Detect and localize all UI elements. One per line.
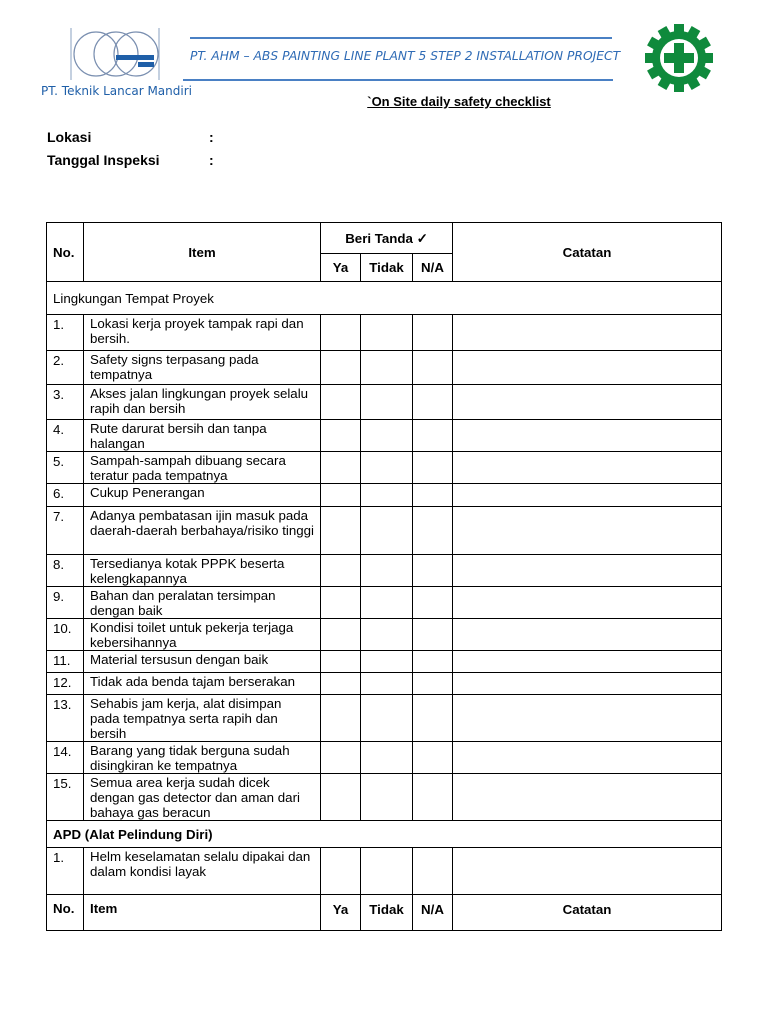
- checkbox-yes[interactable]: [321, 420, 361, 452]
- footer-header-notes: Catatan: [453, 895, 722, 931]
- footer-header-item: Item: [84, 895, 321, 931]
- checkbox-tidak[interactable]: [361, 507, 413, 555]
- row-number: 12.: [47, 673, 84, 695]
- checkbox-tidak[interactable]: [361, 420, 413, 452]
- notes-cell[interactable]: [453, 385, 722, 420]
- footer-header-row: [47, 895, 722, 931]
- header-notes: Catatan: [453, 223, 722, 282]
- checkbox-na[interactable]: [413, 555, 453, 587]
- checkbox-na[interactable]: [413, 385, 453, 420]
- notes-cell[interactable]: [453, 351, 722, 385]
- notes-cell[interactable]: [453, 742, 722, 774]
- table-row: [47, 484, 722, 507]
- row-number: 3.: [47, 385, 84, 420]
- checkbox-tidak[interactable]: [361, 555, 413, 587]
- row-number: 8.: [47, 555, 84, 587]
- section-title-ppe: APD (Alat Pelindung Diri): [47, 821, 722, 848]
- table-row: [47, 315, 722, 351]
- checkbox-tidak[interactable]: [361, 351, 413, 385]
- table-row: [47, 848, 722, 895]
- row-item: Material tersusun dengan baik: [84, 651, 321, 673]
- checkbox-yes[interactable]: [321, 742, 361, 774]
- row-item: Helm keselamatan selalu dipakai dan dalam kondisi layak: [84, 848, 321, 895]
- notes-cell[interactable]: [453, 774, 722, 821]
- safety-gear-logo-icon: [638, 24, 718, 92]
- row-number: 9.: [47, 587, 84, 619]
- row-item: Lokasi kerja proyek tampak rapi dan bersih.: [84, 315, 321, 351]
- checkbox-na[interactable]: [413, 651, 453, 673]
- table-row: [47, 507, 722, 555]
- checkbox-tidak[interactable]: [361, 695, 413, 742]
- checkbox-na[interactable]: [413, 742, 453, 774]
- table-row: [47, 587, 722, 619]
- notes-cell[interactable]: [453, 420, 722, 452]
- row-item: Akses jalan lingkungan proyek selalu rapih dan bersih: [84, 385, 321, 420]
- checkbox-na[interactable]: [413, 452, 453, 484]
- row-item: Sehabis jam kerja, alat disimpan pada tempatnya serta rapih dan bersih: [84, 695, 321, 742]
- row-item: Adanya pembatasan ijin masuk pada daerah-daerah berbahaya/risiko tinggi: [84, 507, 321, 555]
- table-row: [47, 420, 722, 452]
- row-item: Bahan dan peralatan tersimpan dengan baik: [84, 587, 321, 619]
- row-item: Sampah-sampah dibuang secara teratur pada tempatnya: [84, 452, 321, 484]
- row-number: 4.: [47, 420, 84, 452]
- footer-header-na: N/A: [413, 895, 453, 931]
- row-number: 15.: [47, 774, 84, 821]
- header-mark: Beri Tanda ✓: [321, 223, 453, 254]
- notes-cell[interactable]: [453, 507, 722, 555]
- checkbox-na[interactable]: [413, 315, 453, 351]
- checkbox-yes[interactable]: [321, 507, 361, 555]
- row-number: 7.: [47, 507, 84, 555]
- project-title: PT. AHM – ABS PAINTING LINE PLANT 5 STEP 2 INSTALLATION PROJECT: [190, 49, 621, 63]
- checkbox-na[interactable]: [413, 673, 453, 695]
- footer-header-yes: Ya: [321, 895, 361, 931]
- header-rule-bottom: [183, 79, 613, 81]
- row-item: Kondisi toilet untuk pekerja terjaga kebersihannya: [84, 619, 321, 651]
- checkbox-yes[interactable]: [321, 695, 361, 742]
- location-colon: :: [209, 129, 214, 145]
- table-row: [47, 555, 722, 587]
- row-item: Barang yang tidak berguna sudah disingkiran ke tempatnya: [84, 742, 321, 774]
- date-colon: :: [209, 152, 214, 168]
- checkbox-na[interactable]: [413, 619, 453, 651]
- checkbox-yes[interactable]: [321, 555, 361, 587]
- footer-header-no: No.: [47, 895, 84, 931]
- notes-cell[interactable]: [453, 848, 722, 895]
- checkbox-na[interactable]: [413, 351, 453, 385]
- checkbox-tidak[interactable]: [361, 484, 413, 507]
- row-item: Tersedianya kotak PPPK beserta kelengkapannya: [84, 555, 321, 587]
- row-item: Semua area kerja sudah dicek dengan gas detector dan aman dari bahaya gas beracun: [84, 774, 321, 821]
- section-title-environment: Lingkungan Tempat Proyek: [47, 282, 722, 315]
- notes-cell[interactable]: [453, 619, 722, 651]
- notes-cell[interactable]: [453, 484, 722, 507]
- checkbox-na[interactable]: [413, 695, 453, 742]
- notes-cell[interactable]: [453, 695, 722, 742]
- company-logo: [68, 26, 163, 82]
- row-number: 11.: [47, 651, 84, 673]
- date-label: Tanggal Inspeksi: [47, 152, 160, 168]
- checkbox-na[interactable]: [413, 484, 453, 507]
- table-row: [47, 619, 722, 651]
- row-number: 6.: [47, 484, 84, 507]
- checkbox-yes[interactable]: [321, 315, 361, 351]
- checkbox-na[interactable]: [413, 774, 453, 821]
- checklist-table: [46, 222, 722, 931]
- table-row: [47, 651, 722, 673]
- notes-cell[interactable]: [453, 673, 722, 695]
- checkbox-yes[interactable]: [321, 774, 361, 821]
- checkbox-yes[interactable]: [321, 848, 361, 895]
- checkbox-na[interactable]: [413, 420, 453, 452]
- row-number: 1.: [47, 315, 84, 351]
- notes-cell[interactable]: [453, 651, 722, 673]
- row-item: Rute darurat bersih dan tanpa halangan: [84, 420, 321, 452]
- row-item: Safety signs terpasang pada tempatnya: [84, 351, 321, 385]
- header-no: No.: [47, 223, 84, 282]
- header-tidak: Tidak: [361, 254, 413, 282]
- header-item: Item: [84, 223, 321, 282]
- checkbox-na[interactable]: [413, 848, 453, 895]
- table-row: [47, 385, 722, 420]
- table-row: [47, 673, 722, 695]
- checkbox-yes[interactable]: [321, 673, 361, 695]
- footer-header-tidak: Tidak: [361, 895, 413, 931]
- table-row: [47, 742, 722, 774]
- notes-cell[interactable]: [453, 452, 722, 484]
- table-row: [47, 351, 722, 385]
- checkbox-na[interactable]: [413, 507, 453, 555]
- checkbox-yes[interactable]: [321, 587, 361, 619]
- row-item: Cukup Penerangan: [84, 484, 321, 507]
- company-name: PT. Teknik Lancar Mandiri: [41, 84, 192, 98]
- checkbox-tidak[interactable]: [361, 742, 413, 774]
- checkbox-yes[interactable]: [321, 385, 361, 420]
- notes-cell[interactable]: [453, 315, 722, 351]
- checkbox-tidak[interactable]: [361, 385, 413, 420]
- header-yes: Ya: [321, 254, 361, 282]
- checkbox-tidak[interactable]: [361, 774, 413, 821]
- checkbox-yes[interactable]: [321, 351, 361, 385]
- checkbox-tidak[interactable]: [361, 619, 413, 651]
- notes-cell[interactable]: [453, 587, 722, 619]
- row-number: 10.: [47, 619, 84, 651]
- checkbox-tidak[interactable]: [361, 848, 413, 895]
- row-number: 13.: [47, 695, 84, 742]
- notes-cell[interactable]: [453, 555, 722, 587]
- checkbox-tidak[interactable]: [361, 452, 413, 484]
- checkbox-tidak[interactable]: [361, 315, 413, 351]
- header-rule-top: [190, 37, 612, 39]
- table-row: [47, 695, 722, 742]
- checkbox-tidak[interactable]: [361, 651, 413, 673]
- location-label: Lokasi: [47, 129, 92, 145]
- header-na: N/A: [413, 254, 453, 282]
- row-number: 5.: [47, 452, 84, 484]
- checkbox-na[interactable]: [413, 587, 453, 619]
- row-number: 2.: [47, 351, 84, 385]
- row-number: 14.: [47, 742, 84, 774]
- checkbox-yes[interactable]: [321, 484, 361, 507]
- row-number: 1.: [47, 848, 84, 895]
- document-title: `On Site daily safety checklist: [367, 94, 551, 109]
- table-row: [47, 452, 722, 484]
- checkbox-yes[interactable]: [321, 619, 361, 651]
- row-item: Tidak ada benda tajam berserakan: [84, 673, 321, 695]
- table-row: [47, 774, 722, 821]
- checkbox-yes[interactable]: [321, 452, 361, 484]
- checkbox-tidak[interactable]: [361, 673, 413, 695]
- checkbox-tidak[interactable]: [361, 587, 413, 619]
- checkbox-yes[interactable]: [321, 651, 361, 673]
